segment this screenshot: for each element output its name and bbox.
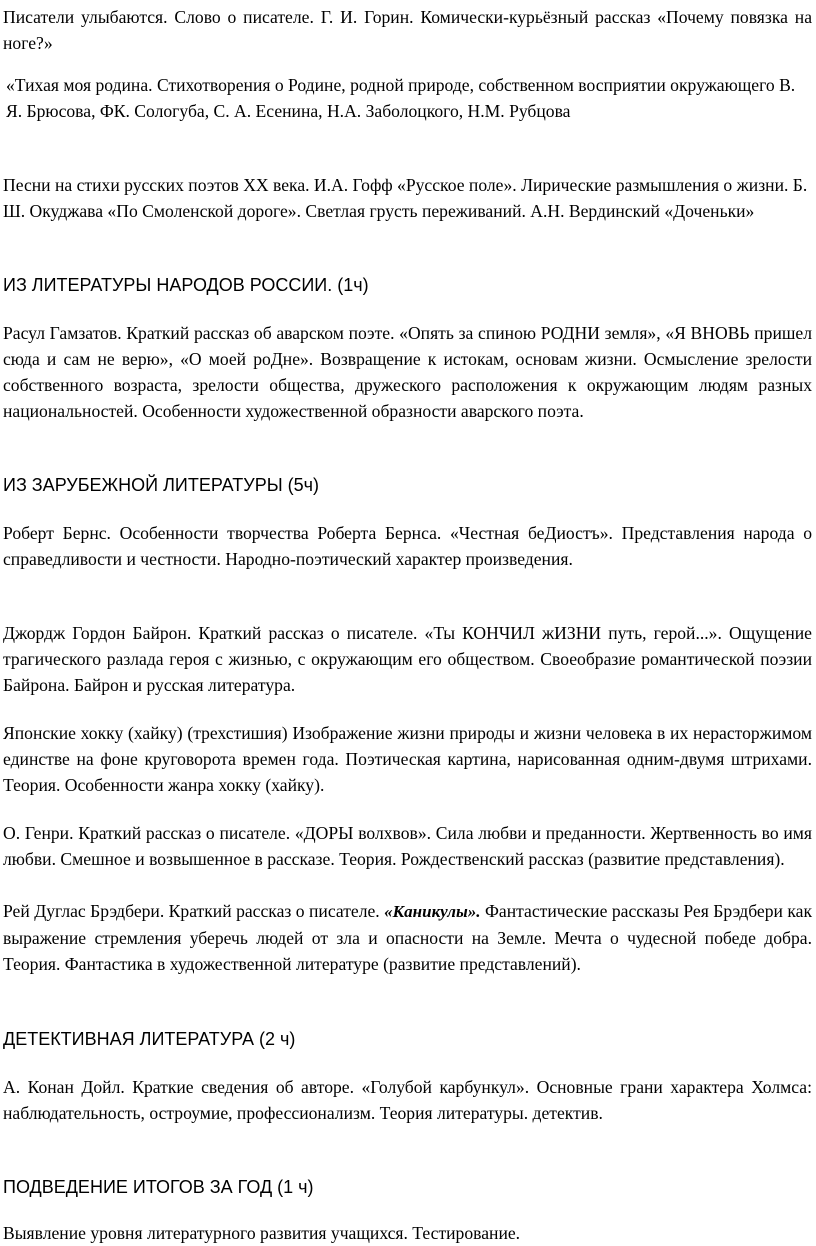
paragraph-haiku: Японские хокку (хайку) (трехстишия) Изображение жизни природы и жизни человека в их нерасторжимом единстве на фоне круговорота времен года. Поэтическая картина, нарисованная одним-двумя штрихами. Теория. Особенности жанра хокку (хайку).	[3, 723, 812, 795]
bradbury-intro: Рей Дуглас Брэдбери. Краткий рассказ о писателе.	[3, 901, 385, 921]
heading-detective-literature: ДЕТЕКТИВНАЯ ЛИТЕРАТУРА (2 ч)	[3, 1029, 296, 1049]
bradbury-title: «Каникулы».	[384, 902, 481, 921]
paragraph-conan-doyle: А. Конан Дойл. Краткие сведения об авторе. «Голубой карбункул». Основные грани характера Холмса: наблюдательность, остроумие, профессионализм. Теория литературы. детектив.	[3, 1077, 812, 1123]
bradbury-rest: Фантастические рассказы Рея Брэдбери как выражение стремления уберечь людей от зла и опасности на Земле. Мечта о чудесной победе добра. Теория. Фантастика в художественной литературе (развитие представлений).	[3, 901, 813, 974]
heading-foreign-literature: ИЗ ЗАРУБЕЖНОЙ ЛИТЕРАТУРЫ (5ч)	[3, 475, 320, 495]
paragraph-gorin: Писатели улыбаются. Слово о писателе. Г. И. Горин. Комически-курьёзный рассказ «Почему повязка на ноге?»	[3, 7, 812, 53]
heading-peoples-literature: ИЗ ЛИТЕРАТУРЫ НАРОДОВ РОССИИ. (1ч)	[3, 275, 369, 295]
paragraph-gamzatov: Расул Гамзатов. Краткий рассказ об аварском поэте. «Опять за спиною РОДНИ земля», «Я ВНОВЬ пришел сюда и сам не верю», «О моей роДне». Возвращение к истокам, основам жизни. Осмысление зрелости собственного возраста, зрелости общества, дружеского расположения к окружающим людям разных национальностей. Особенности художественной образности аварского поэта.	[3, 323, 812, 421]
paragraph-testing: Выявление уровня литературного развития учащихся. Тестирование.	[3, 1223, 521, 1243]
paragraph-bradbury	[3, 898, 812, 977]
paragraph-songs-xx-century: Песни на стихи русских поэтов XX века. И.А. Гофф «Русское поле». Лирические размышления о жизни. Б. Ш. Окуджава «По Смоленской дороге». Светлая грусть переживаний. А.Н. Вердинский «Доченьки»	[3, 175, 808, 221]
heading-year-summary: ПОДВЕДЕНИЕ ИТОГОВ ЗА ГОД (1 ч)	[3, 1177, 314, 1197]
paragraph-quiet-homeland: «Тихая моя родина. Стихотворения о Родине, родной природе, собственном восприятии окружающего В. Я. Брюсова, ФК. Сологуба, С. А. Есенина, Н.А. Заболоцкого, Н.М. Рубцова	[6, 75, 796, 121]
paragraph-burns: Роберт Бернс. Особенности творчества Роберта Бернса. «Честная беДиостъ». Представления народа о справедливости и честности. Народно-поэтический характер произведения.	[3, 523, 812, 569]
paragraph-o-henry: О. Генри. Краткий рассказ о писателе. «ДОРЫ волхвов». Сила любви и преданности. Жертвенность во имя любви. Смешное и возвышенное в рассказе. Теория. Рождественский рассказ (развитие представления).	[3, 823, 812, 869]
paragraph-byron: Джордж Гордон Байрон. Краткий рассказ о писателе. «Ты КОНЧИЛ жИЗНИ путь, герой...». Ощущение трагического разлада героя с жизнью, с окружающим его обществом. Своеобразие романтической поэзии Байрона. Байрон и русская литература.	[3, 623, 812, 695]
